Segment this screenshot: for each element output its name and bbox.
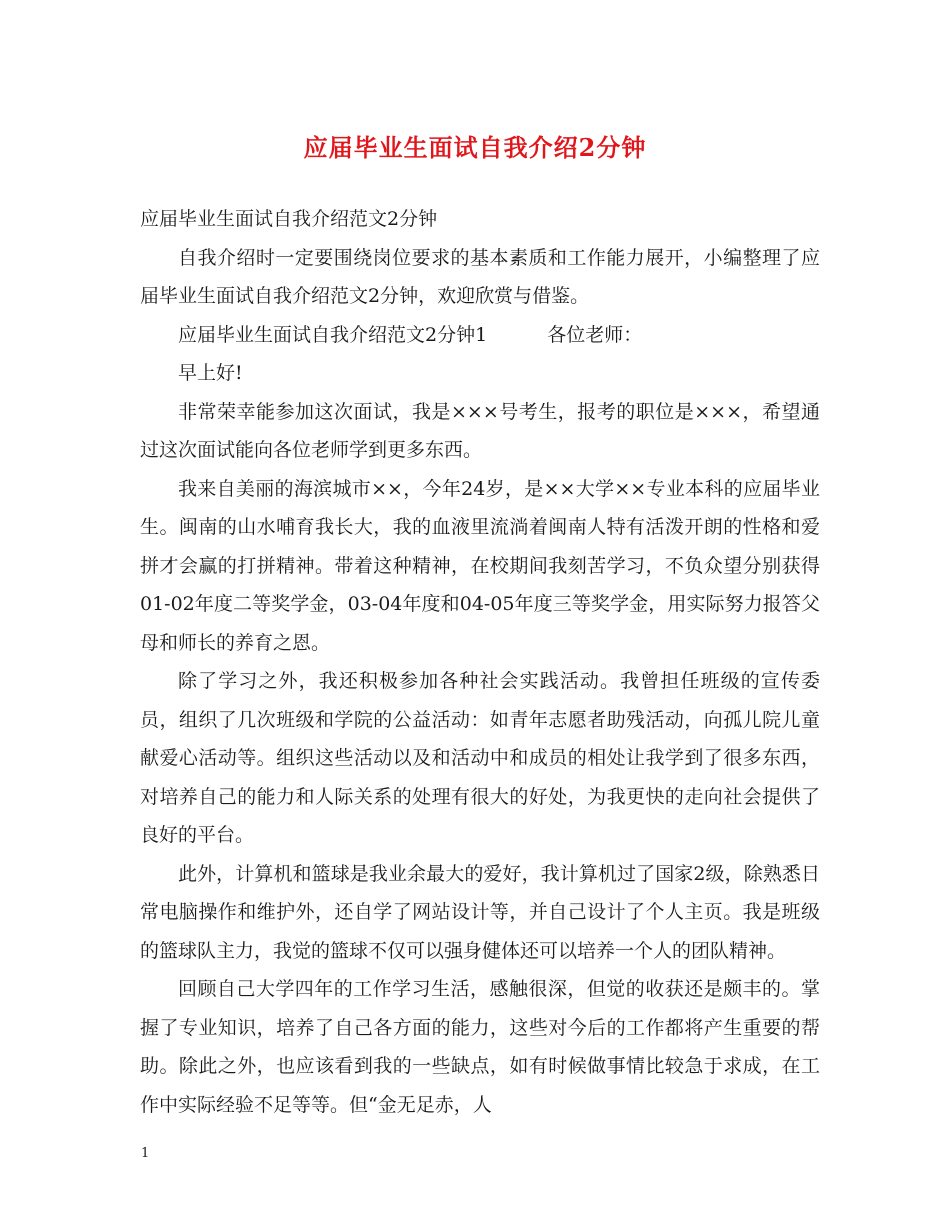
document-title: 应届毕业生面试自我介绍2分钟: [303, 133, 647, 162]
body-paragraph: 此外，计算机和篮球是我业余最大的爱好，我计算机过了国家2级，除熟悉日常电脑操作和维护外，还自学了网站设计等，并自己设计了个人主页。我是班级的篮球队主力，我觉的篮球不仅可以强身健体还可以培养一个人的团队精神。: [140, 862, 820, 962]
document-subtitle: 应届毕业生面试自我介绍范文2分钟: [140, 208, 438, 230]
body-paragraph: 回顾自己大学四年的工作学习生活，感触很深，但觉的收获还是颇丰的。掌握了专业知识，培养了自己各方面的能力，这些对今后的工作都将产生重要的帮助。除此之外，也应该看到我的一些缺点，如有时候做事情比较急于求成，在工作中实际经验不足等等。但“金无足赤，人: [140, 978, 820, 1116]
greeting: 早上好!: [178, 362, 243, 384]
intro-paragraph: 自我介绍时一定要围绕岗位要求的基本素质和工作能力展开，小编整理了应届毕业生面试自我介绍范文2分钟，欢迎欣赏与借鉴。: [140, 246, 820, 307]
body-paragraph: 我来自美丽的海滨城市××，今年24岁，是××大学××专业本科的应届毕业生。闽南的山水哺育我长大，我的血液里流淌着闽南人特有活泼开朗的性格和爱拼才会赢的打拼精神。带着这种精神，在校期间我刻苦学习，不负众望分别获得01-02年度二等奖学金，03-04年度和04-05年度三等奖学金，用实际努力报答父母和师长的养育之恩。: [140, 477, 820, 654]
body-paragraph: 除了学习之外，我还积极参加各种社会实践活动。我曾担任班级的宣传委员，组织了几次班级和学院的公益活动：如青年志愿者助残活动，向孤儿院儿童献爱心活动等。组织这些活动以及和活动中和成员的相处让我学到了很多东西，对培养自己的能力和人际关系的处理有很大的好处，为我更快的走向社会提供了良好的平台。: [140, 670, 820, 846]
section-heading-line: [140, 316, 820, 355]
page-number: 1: [141, 1146, 150, 1161]
body-paragraph: 非常荣幸能参加这次面试，我是×××号考生，报考的职位是×××，希望通过这次面试能向各位老师学到更多东西。: [140, 400, 820, 461]
salutation: 各位老师：: [547, 323, 643, 346]
document-body: [140, 200, 820, 1124]
section-heading: 应届毕业生面试自我介绍范文2分钟1: [178, 323, 488, 346]
